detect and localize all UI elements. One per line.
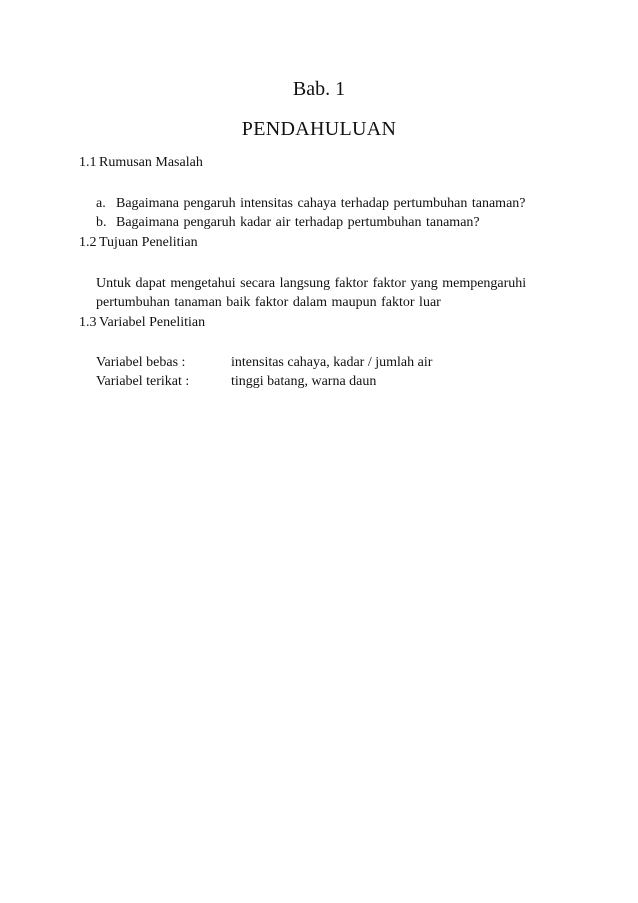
list-item-letter: b. — [96, 215, 107, 230]
variable-value: intensitas cahaya, kadar / jumlah air — [231, 355, 433, 370]
section-heading-tujuan-penelitian — [79, 235, 198, 251]
chapter-title: PENDAHULUAN — [241, 118, 397, 140]
paragraph-line: pertumbuhan tanaman baik faktor dalam maupun faktor luar — [96, 295, 441, 310]
variable-row-terikat — [96, 374, 376, 390]
section-heading-variabel-penelitian — [79, 315, 205, 331]
list-item-text: Bagaimana pengaruh kadar air terhadap pertumbuhan tanaman? — [116, 215, 480, 230]
section-title: Variabel Penelitian — [99, 315, 206, 330]
chapter-number: Bab. 1 — [292, 78, 346, 100]
list-item-text: Bagaimana pengaruh intensitas cahaya terhadap pertumbuhan tanaman? — [116, 196, 526, 211]
section-title: Tujuan Penelitian — [99, 235, 198, 250]
section-number: 1.1 — [79, 155, 97, 170]
variable-value: tinggi batang, warna daun — [231, 374, 377, 389]
section-title: Rumusan Masalah — [99, 155, 203, 170]
list-item — [96, 196, 526, 212]
paragraph-line: Untuk dapat mengetahui secara langsung faktor faktor yang mempengaruhi — [96, 276, 527, 291]
section-number: 1.2 — [79, 235, 97, 250]
variable-row-bebas — [96, 355, 432, 371]
variable-label: Variabel bebas : — [96, 355, 186, 370]
variable-label: Variabel terikat : — [96, 374, 190, 389]
section-number: 1.3 — [79, 315, 97, 330]
section-heading-rumusan-masalah — [79, 155, 203, 171]
list-item-letter: a. — [96, 196, 106, 211]
list-item — [96, 215, 480, 231]
